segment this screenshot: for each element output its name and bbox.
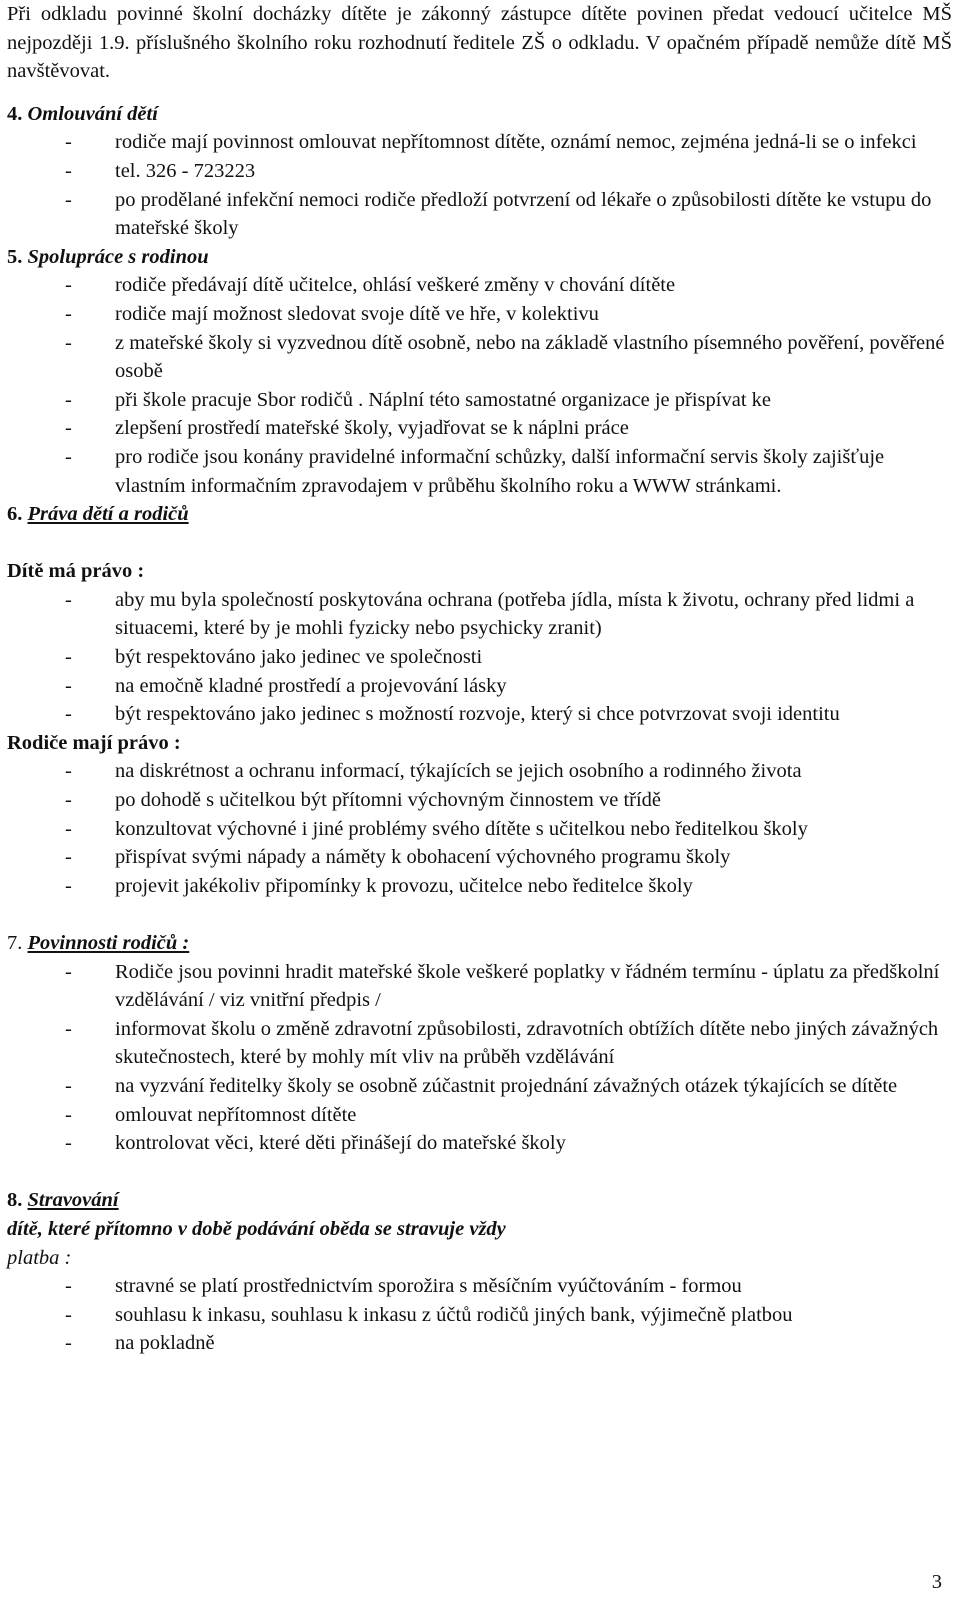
list-item: - rodiče předávají dítě učitelce, ohlásí veškeré změny v chování dítěte bbox=[65, 274, 676, 297]
parent-rights-heading: Rodiče mají právo : bbox=[7, 731, 181, 754]
list-item: - omlouvat nepřítomnost dítěte bbox=[65, 1103, 357, 1126]
section-8-list bbox=[7, 1272, 952, 1358]
section-5-heading bbox=[7, 243, 952, 272]
section-5-list bbox=[7, 271, 952, 500]
page-number: 3 bbox=[931, 1571, 942, 1593]
section-4-title: Omlouvání dětí bbox=[27, 102, 158, 125]
list-item: - být respektováno jako jedinec ve společnosti bbox=[65, 646, 483, 669]
list-item: - na emočně kladné prostředí a projevování lásky bbox=[65, 674, 507, 697]
list-item: - souhlasu k inkasu, souhlasu k inkasu z účtů rodičů jiných bank, výjimečně platbou bbox=[65, 1303, 793, 1326]
child-rights-heading: Dítě má právo : bbox=[7, 560, 145, 583]
section-8-title: Stravování bbox=[27, 1189, 119, 1212]
section-8-heading bbox=[7, 1186, 952, 1215]
section-7-heading bbox=[7, 929, 952, 958]
parent-rights-list bbox=[7, 757, 952, 900]
intro-paragraph: Při odkladu povinné školní docházky dítěte je zákonný zástupce dítěte povinen předat vedoucí učitelce MŠ nejpozději 1.9. příslušného školního roku rozhodnutí ředitele ZŠ o odkladu. V opačném případě nemůže dítě MŠ navštěvovat. bbox=[7, 3, 952, 83]
section-6-title: Práva dětí a rodičů bbox=[27, 503, 189, 526]
list-item: - tel. 326 - 723223 bbox=[65, 159, 256, 182]
list-item: - rodiče mají možnost sledovat svoje dítě ve hře, v kolektivu bbox=[65, 302, 599, 325]
list-item: - informovat školu o změně zdravotní způsobilosti, zdravotních obtížích dítěte nebo jiných závažných skutečnostech, které by mohly mít vliv na průběh vzdělávání bbox=[65, 1017, 939, 1069]
list-item: - zlepšení prostředí mateřské školy, vyjadřovat se k náplni práce bbox=[65, 417, 629, 440]
section-8-number: 8. bbox=[7, 1189, 23, 1212]
section-5-number: 5. bbox=[7, 245, 23, 268]
list-item: - po prodělané infekční nemoci rodiče předloží potvrzení od lékaře o způsobilosti dítěte ke vstupu do mateřské školy bbox=[65, 188, 932, 240]
section-5-title: Spolupráce s rodinou bbox=[27, 245, 209, 268]
list-item: - konzultovat výchovné i jiné problémy svého dítěte s učitelkou nebo ředitelkou školy bbox=[65, 817, 808, 840]
list-item: - z mateřské školy si vyzvednou dítě osobně, nebo na základě vlastního písemného pověření, pověřené osobě bbox=[65, 331, 945, 383]
section-6-number: 6. bbox=[7, 503, 23, 526]
child-rights-list bbox=[7, 586, 952, 729]
list-item: - při škole pracuje Sbor rodičů . Náplní této samostatné organizace je přispívat ke bbox=[65, 388, 771, 411]
list-item: - rodiče mají povinnost omlouvat nepřítomnost dítěte, oznámí nemoc, zejména jedná-li se o infekci bbox=[65, 131, 917, 154]
section-6-heading bbox=[7, 500, 952, 529]
section-7-number: 7. bbox=[7, 932, 23, 954]
list-item: - být respektováno jako jedinec s možností rozvoje, který si chce potvrzovat svoji identitu bbox=[65, 703, 840, 726]
list-item: - pro rodiče jsou konány pravidelné informační schůzky, další informační servis školy zajišťuje vlastním informačním zpravodajem v průběhu školního roku a WWW stránkami. bbox=[65, 445, 885, 497]
section-4-number: 4. bbox=[7, 102, 23, 125]
section-4-list bbox=[7, 128, 952, 242]
list-item: - Rodiče jsou povinni hradit mateřské škole veškeré poplatky v řádném termínu - úplatu za předškolní vzdělávání / viz vnitřní předpis / bbox=[65, 960, 940, 1012]
list-item: - projevit jakékoliv připomínky k provozu, učitelce nebo ředitelce školy bbox=[65, 874, 693, 897]
section-4-heading bbox=[7, 100, 952, 129]
payment-label: platba : bbox=[7, 1246, 72, 1269]
list-item: - aby mu byla společností poskytována ochrana (potřeba jídla, místa k životu, ochrany před lidmi a situacemi, které by je mohli fyzicky nebo psychicky zranit) bbox=[65, 588, 915, 640]
list-item: - přispívat svými nápady a náměty k obohacení výchovného programu školy bbox=[65, 846, 731, 869]
list-item: - stravné se platí prostřednictvím sporožira s měsíčním vyúčtováním - formou bbox=[65, 1275, 742, 1298]
meal-note: dítě, které přítomno v době podávání oběda se stravuje vždy bbox=[7, 1217, 506, 1240]
document-page bbox=[7, 0, 952, 1358]
section-7-title: Povinnosti rodičů : bbox=[27, 932, 190, 954]
list-item: - kontrolovat věci, které děti přinášejí do mateřské školy bbox=[65, 1132, 566, 1155]
list-item: - na vyzvání ředitelky školy se osobně zúčastnit projednání závažných otázek týkajících se dítěte bbox=[65, 1074, 898, 1097]
list-item: - na diskrétnost a ochranu informací, týkajících se jejich osobního a rodinného života bbox=[65, 760, 802, 783]
section-7-list bbox=[7, 958, 952, 1158]
list-item: - po dohodě s učitelkou být přítomni výchovným činnostem ve třídě bbox=[65, 789, 662, 812]
list-item: - na pokladně bbox=[65, 1332, 215, 1355]
